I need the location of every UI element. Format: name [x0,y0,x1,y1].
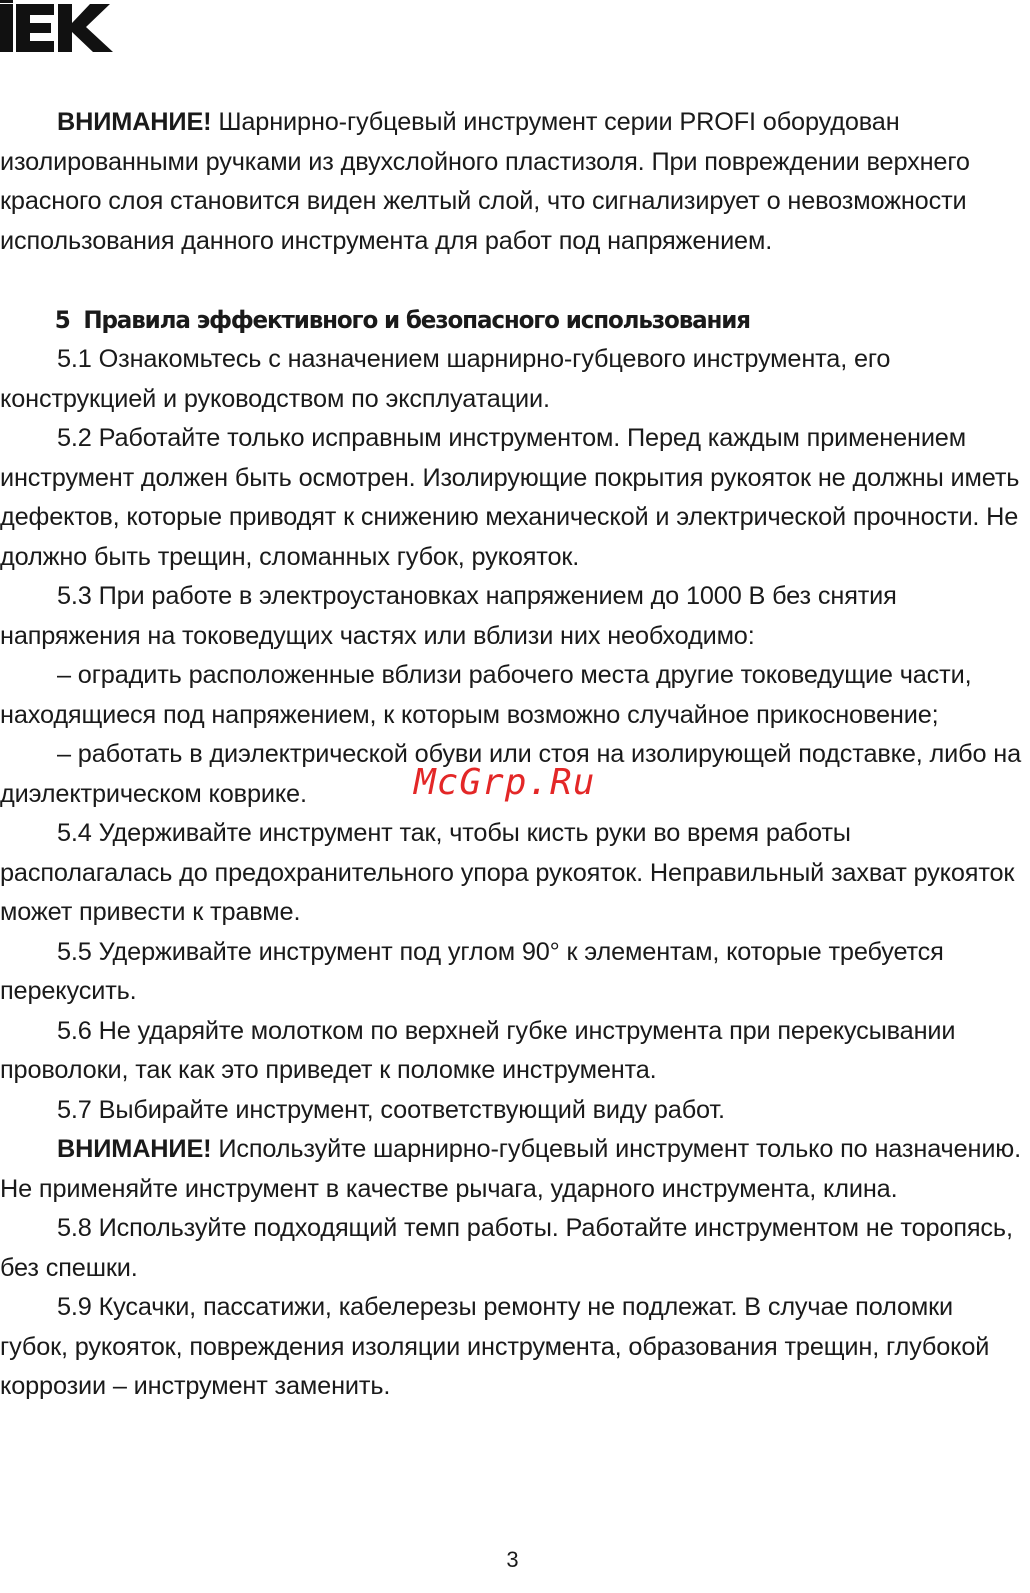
document-body [0,103,1025,1407]
rule-bullet: – оградить расположенные вблизи рабочего места другие токоведущие части, находящиеся под напряжением, к которым возможно случайное прикосновение; [0,661,972,729]
page-number: 3 [506,1547,519,1572]
rule-paragraph: 5.5 Удерживайте инструмент под углом 90° к элементам, которые требуется перекусить. [0,937,944,1005]
warning-text: Используйте шарнирно-губцевый инструмент только по назначению. Не применяйте инструмент в качестве рычага, ударного инструмента, клина. [0,1135,1022,1203]
rule-paragraph: 5.9 Кусачки, пассатижи, кабелерезы ремонту не подлежат. В случае поломки губок, рукояток, повреждения изоляции инструмента, образования трещин, глубокой коррозии – инструмент заменить. [0,1293,990,1400]
warning-label: ВНИМАНИЕ! [57,1135,212,1163]
rule-paragraph: 5.3 При работе в электроустановках напряжением до 1000 В без снятия напряжения на токоведущих частях или вблизи них необходимо: [0,582,897,650]
rule-paragraph: 5.8 Используйте подходящий темп работы. Работайте инструментом не торопясь, без спешки. [0,1214,1013,1282]
rule-paragraph: 5.2 Работайте только исправным инструментом. Перед каждым применением инструмент должен быть осмотрен. Изолирующие покрытия рукояток не должны иметь дефектов, которые приводят к снижению механической и электрической прочности. Не должно быть трещин, сломанных губок, рукояток. [0,424,1020,571]
section-heading [0,301,984,341]
warning-paragraph [0,1130,1025,1209]
rule-bullet: – работать в диэлектрической обуви или стоя на изолирующей подставке, либо на диэлектрическом коврике. [0,740,1021,808]
rule-paragraph: 5.6 Не ударяйте молотком по верхней губке инструмента при перекусывании проволоки, так как это приведет к поломке инструмента. [0,1016,956,1084]
iek-logo [0,0,116,56]
rule-paragraph: 5.4 Удерживайте инструмент так, чтобы кисть руки во время работы располагалась до предохранительного упора рукояток. Неправильный захват рукояток может привести к травме. [0,819,1015,926]
rule-paragraph: 5.1 Ознакомьтесь с назначением шарнирно-губцевого инструмента, его конструкцией и руководством по эксплуатации. [0,345,891,413]
warning-text: Шарнирно-губцевый инструмент серии PROFI оборудован изолированными ручками из двухслойного пластизоля. При повреждении верхнего красного слоя становится виден желтый слой, что сигнализирует о невозможности использования данного инструмента для работ под напряжением. [0,108,970,255]
rule-paragraph: 5.7 Выбирайте инструмент, соответствующий виду работ. [57,1095,725,1124]
section-title: Правила эффективного и безопасного использования [83,305,750,334]
warning-paragraph [0,103,1025,261]
section-number: 5 [54,305,70,334]
watermark: McGrp.Ru [414,762,596,803]
warning-label: ВНИМАНИЕ! [57,108,212,136]
